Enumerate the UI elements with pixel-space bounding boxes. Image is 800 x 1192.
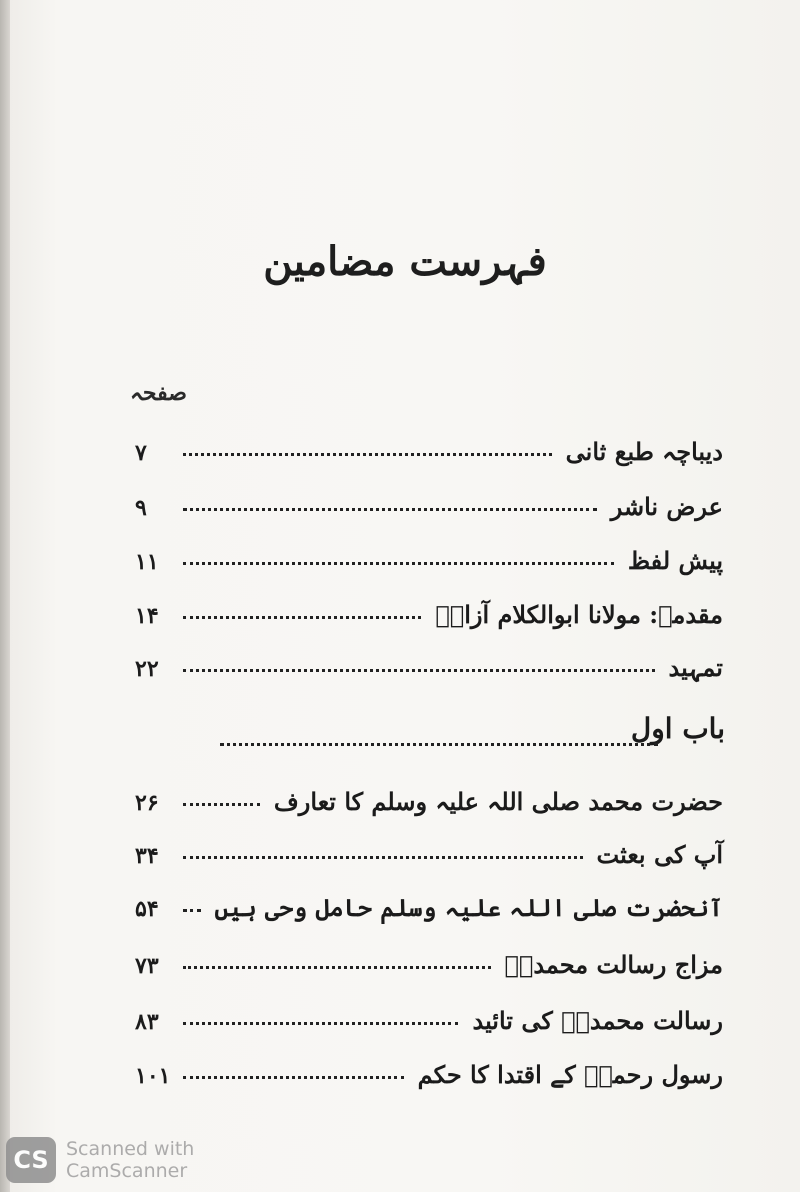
toc-entry-page: ۸۳ <box>135 1009 159 1035</box>
toc-entry <box>135 787 723 823</box>
dot-leader <box>183 803 260 806</box>
dot-leader <box>220 743 658 746</box>
toc-entry-page: ۳۴ <box>135 843 159 869</box>
toc-entry-page: ۲۲ <box>135 656 159 682</box>
dot-leader <box>183 669 655 672</box>
dot-leader <box>183 453 552 456</box>
toc-entry-label: رسالت محمدیؐ کی تائید <box>472 1006 723 1035</box>
toc-entry <box>135 950 723 986</box>
toc-entry-page: ۱۴ <box>135 603 159 629</box>
toc-entry-label: مزاج رسالت محمدیؐ <box>504 950 723 979</box>
chapter-heading <box>220 712 725 758</box>
toc-entry <box>135 1060 723 1096</box>
toc-entry-page: ۷۳ <box>135 953 159 979</box>
toc-entry-page: ۱۱ <box>135 549 159 575</box>
camscanner-logo-icon: CS <box>6 1137 56 1183</box>
toc-entry <box>135 840 723 876</box>
dot-leader <box>183 1076 404 1079</box>
watermark-line-1: Scanned with <box>66 1138 195 1160</box>
dot-leader <box>183 909 201 912</box>
dot-leader <box>183 966 491 969</box>
toc-entry-label: پیش لفظ <box>627 546 723 575</box>
toc-entry-page: ۷ <box>135 440 147 466</box>
watermark-text <box>66 1138 194 1182</box>
dot-leader <box>183 856 583 859</box>
page-column-header: صفحہ <box>130 380 187 406</box>
toc-entry-label: آنحضرت صلی اللہ علیہ وسلم حامل وحی ہیں <box>214 893 723 922</box>
toc-entry-label: تمہید <box>668 653 723 682</box>
dot-leader <box>183 562 614 565</box>
toc-entry-label: مقدمہ: مولانا ابوالکلام آزادؒ <box>435 600 723 629</box>
toc-entry-label: رسول رحمتؐ کے اقتدا کا حکم <box>417 1060 723 1089</box>
toc-entry-page: ۹ <box>135 495 147 521</box>
toc-entry-label: عرض ناشر <box>610 492 723 521</box>
toc-entry-label: دیباچہ طبع ثانی <box>565 437 723 466</box>
book-page <box>10 0 800 1192</box>
toc-entry <box>135 437 723 473</box>
dot-leader <box>183 1022 458 1025</box>
watermark-line-2: CamScanner <box>66 1160 188 1182</box>
dot-leader <box>183 508 597 511</box>
toc-entry-page: ۲۶ <box>135 790 159 816</box>
dot-leader <box>183 616 421 619</box>
toc-entry-label: آپ کی بعثت <box>596 840 723 869</box>
toc-entry <box>135 546 723 582</box>
chapter-title: باب اول <box>630 712 725 745</box>
page-title: فہرست مضامین <box>263 238 547 285</box>
toc-entry-page: ۵۴ <box>135 896 159 922</box>
toc-entry-page: ۱۰۱ <box>135 1063 171 1089</box>
toc-entry <box>135 893 723 929</box>
toc-entry <box>135 653 723 689</box>
toc-entry <box>135 1006 723 1042</box>
toc-entry-label: حضرت محمد صلی اللہ علیہ وسلم کا تعارف <box>273 787 723 816</box>
toc-entry <box>135 492 723 528</box>
toc-entry <box>135 600 723 636</box>
page-edge-shadow <box>0 0 10 1192</box>
camscanner-watermark <box>6 1134 226 1186</box>
